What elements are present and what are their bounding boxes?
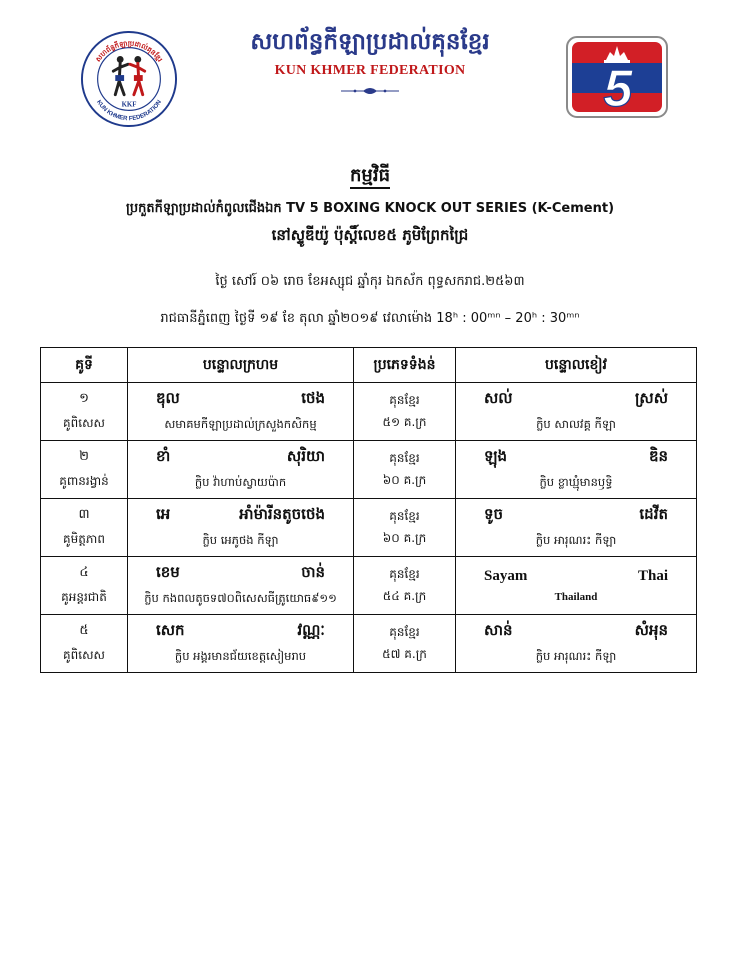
header-weight-class: ប្រភេទទំងន់ xyxy=(354,348,456,383)
red-fighter-name: សេក វណ្ណៈ xyxy=(156,621,325,639)
weight-category: គុនខ្មែរ xyxy=(389,624,420,639)
bout-number: ៣ xyxy=(78,507,90,522)
table-row xyxy=(41,383,697,441)
tv5-channel-logo-icon xyxy=(566,36,668,118)
table-header-row xyxy=(41,348,697,383)
blue-fighter-name: ទូច ដេវីត xyxy=(484,505,668,523)
blue-fighter-name: ឡុង ឌិន xyxy=(484,447,668,465)
svg-text:5: 5 xyxy=(603,60,633,118)
red-fighter-name: ឌុល ថេង xyxy=(156,389,325,407)
table-row xyxy=(41,615,697,673)
kun-khmer-federation-emblem-icon xyxy=(80,30,178,128)
weight-category: គុនខ្មែរ xyxy=(389,566,420,581)
svg-text:សហព័ន្ធកីឡាប្រដាល់គុនខ្មែរ: សហព័ន្ធកីឡាប្រដាល់គុនខ្មែរ xyxy=(94,39,164,64)
federation-name-khmer: សហព័ន្ធកីឡាប្រដាល់គុនខ្មែរ xyxy=(250,28,490,55)
header-red-corner: បន្ទោលក្រហម xyxy=(128,348,354,383)
svg-text:KUN KHMER FEDERATION: KUN KHMER FEDERATION xyxy=(95,99,163,123)
blue-fighter-club: Thailand xyxy=(554,591,598,603)
divider-ornament-icon xyxy=(341,86,399,96)
header-blue-corner: បន្ទោលខៀវ xyxy=(456,348,697,383)
bout-rank: គូពានរង្វាន់ xyxy=(59,474,109,488)
blue-fighter-name: សាន់ សំអុន xyxy=(484,621,668,639)
bout-rank: គូពិសេស xyxy=(63,416,105,430)
bout-number: ២ xyxy=(79,449,89,464)
weight-value: ៥១ គ.ក្រ xyxy=(382,414,427,429)
bout-number: ៤ xyxy=(79,565,89,580)
red-fighter-club: ក្លិប វ៉ាហាប់ស្វាយប៉ាក xyxy=(194,475,287,489)
table-row xyxy=(41,499,697,557)
bout-number: ៥ xyxy=(79,623,89,638)
bout-rank: គូពិសេស xyxy=(63,648,105,662)
blue-fighter-club: ក្លិប អារុណរះ កីឡា xyxy=(535,649,617,663)
red-fighter-club: ក្លិប កងពលតូចទ៧០ពិសេសធីត្រូយោធ៩១១ xyxy=(144,591,337,605)
weight-category: គុនខ្មែរ xyxy=(389,508,420,523)
blue-fighter-club: ក្លិប ខ្លាឃ្មុំមានឫទ្ធិ xyxy=(539,475,613,489)
bout-rank: គូមិត្តភាព xyxy=(63,532,105,546)
weight-value: ៥៤ គ.ក្រ xyxy=(382,588,427,603)
weight-value: ៥៧ គ.ក្រ xyxy=(382,646,427,661)
weight-value: ៦០ គ.ក្រ xyxy=(382,472,427,487)
bout-schedule-table xyxy=(40,347,697,673)
table-row xyxy=(41,441,697,499)
weight-category: គុនខ្មែរ xyxy=(389,450,420,465)
federation-name-english: KUN KHMER FEDERATION xyxy=(274,63,466,78)
event-venue: នៅស្ទូឌីយ៉ូ ប៉ុស្តិ៍លេខ៥ ភូមិព្រែកជ្រៃ xyxy=(271,226,469,244)
event-subtitle: ប្រកួតកីឡាប្រដាល់កំពូលជើងឯក TV 5 BOXING KNOCK OUT SERIES (K-Cement) xyxy=(125,201,615,216)
bout-rank: គូអន្តរជាតិ xyxy=(61,590,107,604)
blue-fighter-club: ក្លិប អារុណរះ កីឡា xyxy=(535,533,617,547)
red-fighter-club: សមាគមកីឡាប្រដាល់ក្រសួងកសិកម្ម xyxy=(164,417,317,431)
svg-text:KKF: KKF xyxy=(121,101,137,109)
red-fighter-name: អេ អាំម៉ារីនតូចថេង xyxy=(156,505,325,523)
bout-number: ១ xyxy=(79,391,89,406)
red-fighter-name: ខាំ សុរិយា xyxy=(156,447,325,465)
weight-category: គុនខ្មែរ xyxy=(389,392,420,407)
blue-fighter-club: ក្លិប សាលវគ្គ កីឡា xyxy=(536,417,616,431)
red-fighter-name: ខេម ចាន់ xyxy=(156,563,325,581)
program-title: កម្មវិធី xyxy=(200,163,540,190)
blue-fighter-name: Sayam Thai xyxy=(484,568,668,584)
red-fighter-club: ក្លិប អេភូថង កីឡា xyxy=(202,533,279,547)
weight-value: ៦០ គ.ក្រ xyxy=(382,530,427,545)
table-row xyxy=(41,557,697,615)
blue-fighter-name: សល់ ស្រស់ xyxy=(484,389,668,407)
event-date-time: រាជធានីភ្នំពេញ ថ្ងៃទី ១៩ ខែ តុលា ឆ្នាំ២០១៩ វេលាម៉ោង 18ʰ : 00ᵐⁿ – 20ʰ : 30ᵐⁿ xyxy=(160,311,580,326)
lunar-date: ថ្ងៃ សៅរ៍ ០៦ រោច ខែអស្សុជ ឆ្នាំកុរ ឯកស័ក ពុទ្ធសករាជ.២៥៦៣ xyxy=(215,274,525,289)
header-bout-number: គូទី xyxy=(41,348,128,383)
red-fighter-club: ក្លិប អង្គរមានជ័យខេត្តសៀមរាប xyxy=(174,649,307,663)
